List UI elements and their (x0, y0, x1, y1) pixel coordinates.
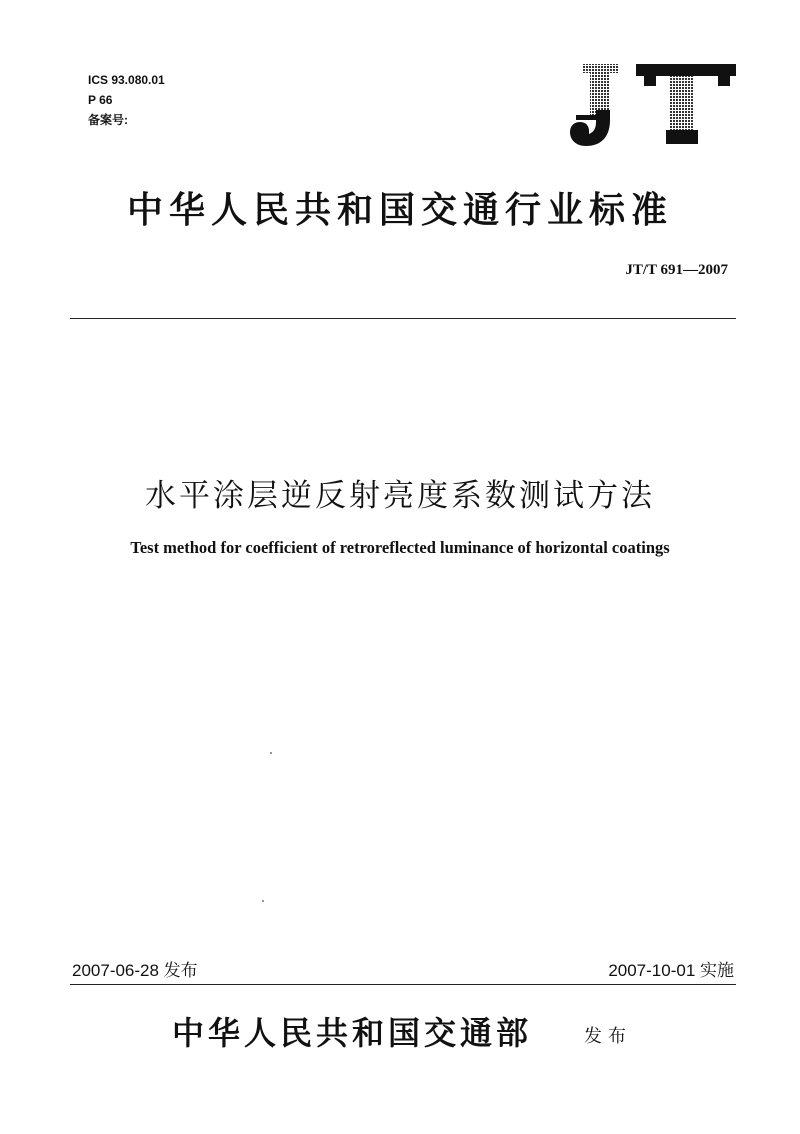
issue-label: 发布 (584, 1026, 632, 1047)
scan-speck (262, 900, 264, 902)
footer-divider (70, 984, 736, 985)
document-title-english: Test method for coefficient of retroreflected luminance of horizontal coatings (130, 538, 670, 557)
implementation-date: 2007-10-01 实施 (608, 961, 734, 980)
ics-code: ICS 93.080.01 (88, 73, 165, 87)
jt-logo-graphic (568, 60, 738, 150)
issuing-authority: 中华人民共和国交通部 (172, 1014, 533, 1052)
header-divider (70, 318, 736, 319)
jt-logo (568, 60, 738, 150)
classification-block (88, 70, 165, 130)
document-title-chinese: 水平涂层逆反射亮度系数测试方法 (145, 478, 655, 514)
record-number-label: 备案号: (88, 113, 128, 127)
scan-speck (270, 752, 272, 754)
standard-category-title: 中华人民共和国交通行业标准 (126, 189, 673, 231)
standard-number: JT/T 691—2007 (625, 262, 728, 278)
classification-code: P 66 (88, 93, 113, 107)
issue-date: 2007-06-28 发布 (72, 961, 198, 980)
